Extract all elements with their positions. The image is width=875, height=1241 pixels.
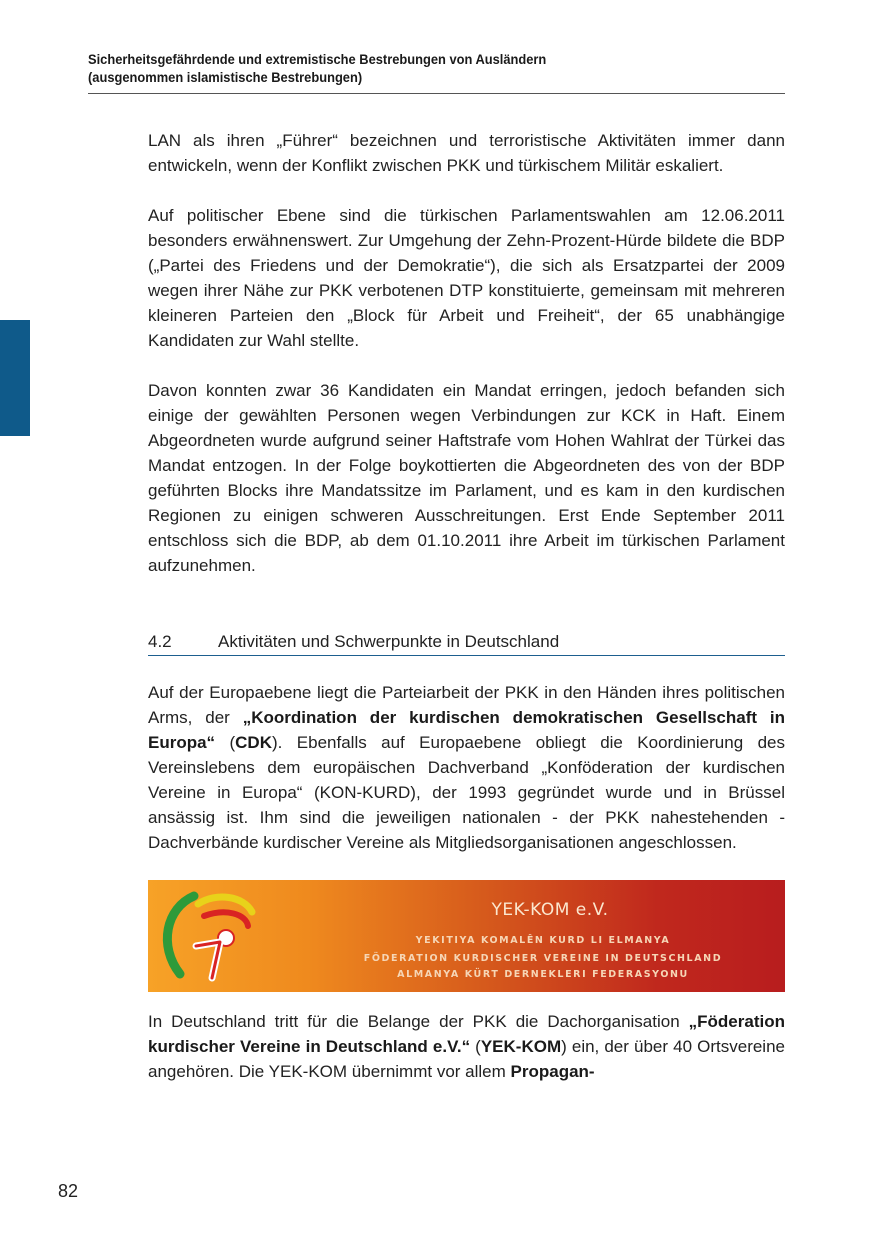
paragraph-5 (148, 1009, 785, 1084)
paragraph-2: Auf politischer Ebene sind die türkischen Parlamentswahlen am 12.06.2011 besonders erwähnenswert. Zur Umgehung der Zehn-Prozent-Hürde bildete die BDP („Partei des Friedens und der Demokratie“), die sich als Ersatzpartei der 2009 wegen ihrer Nähe zur PKK verbotenen DTP konstituierte, gemeinsam mit mehreren kleineren Parteien den „Block für Arbeit und Freiheit“, der 65 unabhängige Kandidaten zur Wahl stellte. (148, 206, 785, 350)
yek-kom-logo (156, 886, 256, 986)
banner-line-3: ALMANYA KÜRT DERNEKLERI FEDERASYONU (397, 969, 689, 980)
p5-text-a: In Deutschland tritt für die Belange der PKK die Dachorganisation (148, 1012, 689, 1031)
spacer (148, 603, 785, 629)
p5-text-c: ( (470, 1037, 481, 1056)
banner-title: YEK-KOM e.V. (491, 900, 609, 920)
p5-bold-propagan: Propagan- (510, 1062, 595, 1081)
banner-line-2: FÖDERATION KURDISCHER VEREINE IN DEUTSCHLAND (363, 953, 723, 964)
paragraph-1: LAN als ihren „Führer“ bezeichnen und terroristische Aktivitäten immer dann entwickeln, wenn der Konflikt zwischen PKK und türkischem Militär eskaliert. (148, 131, 785, 175)
p4-text-a: Auf der Europaebene liegt die Parteiarbeit der PKK in den Händen ihres politischen Arms, der (148, 683, 785, 727)
banner-line-1: YEKITIYA KOMALÊN KURD LI ELMANYA (415, 935, 671, 946)
page-number: 82 (58, 1181, 79, 1201)
p4-text-d: ). Ebenfalls auf Europaebene obliegt die Koordinierung des Vereinslebens dem europäischen Dachverband „Konföderation der kurdischen Vereine in Europa“ (KON-KURD), der 1993 gegründet wurde und in Brüssel ansässig ist. Ihm sind die jeweiligen nationalen - der PKK nahestehenden - Dachverbände kurdischer Vereine als Mitgliedsorganisationen angeschlossen. (148, 733, 785, 852)
section-heading (148, 629, 785, 656)
yek-kom-banner (148, 880, 785, 992)
p5-text-d: ) ein, der über 40 Ortsvereine angehören. Die YEK-KOM übernimmt vor allem (148, 1037, 785, 1081)
main-content (148, 128, 785, 1109)
p5-bold-yekkom: YEK-KOM (480, 1037, 562, 1056)
p4-text-c: ( (215, 733, 236, 752)
header-line-1: Sicherheitsgefährdende und extremistische Bestrebungen von Ausländern (88, 51, 547, 67)
chapter-side-tab (0, 320, 30, 436)
section-title: Aktivitäten und Schwerpunkte in Deutschland (218, 632, 560, 651)
p4-bold-cdk: CDK (235, 733, 272, 752)
running-header (88, 50, 729, 86)
paragraph-3: Davon konnten zwar 36 Kandidaten ein Mandat erringen, jedoch befanden sich einige der gewählten Personen wegen Verbindungen zur KCK in Haft. Einem Abgeordneten wurde aufgrund seiner Haftstrafe vom Hohen Wahlrat der Türkei das Mandat entzogen. In der Folge boykottierten die Abgeordneten des von der BDP geführten Blocks ihre Mandatssitze im Parlament, und es kam in den kurdischen Regionen zu einigen schweren Ausschreitungen. Erst Ende September 2011 entschloss sich die BDP, ab dem 01.10.2011 ihre Arbeit im türkischen Parlament aufzunehmen. (148, 381, 785, 575)
p5-bold-yekkom-name: „Föderation kurdischer Vereine in Deutschland e.V.“ (148, 1012, 785, 1056)
section-number: 4.2 (148, 632, 172, 651)
header-line-2: (ausgenommen islamistische Bestrebungen) (88, 69, 363, 85)
header-rule (88, 93, 785, 94)
paragraph-4 (148, 680, 785, 855)
p4-bold-cdk-name: „Koordination der kurdischen demokratischen Gesellschaft in Europa“ (148, 708, 785, 752)
